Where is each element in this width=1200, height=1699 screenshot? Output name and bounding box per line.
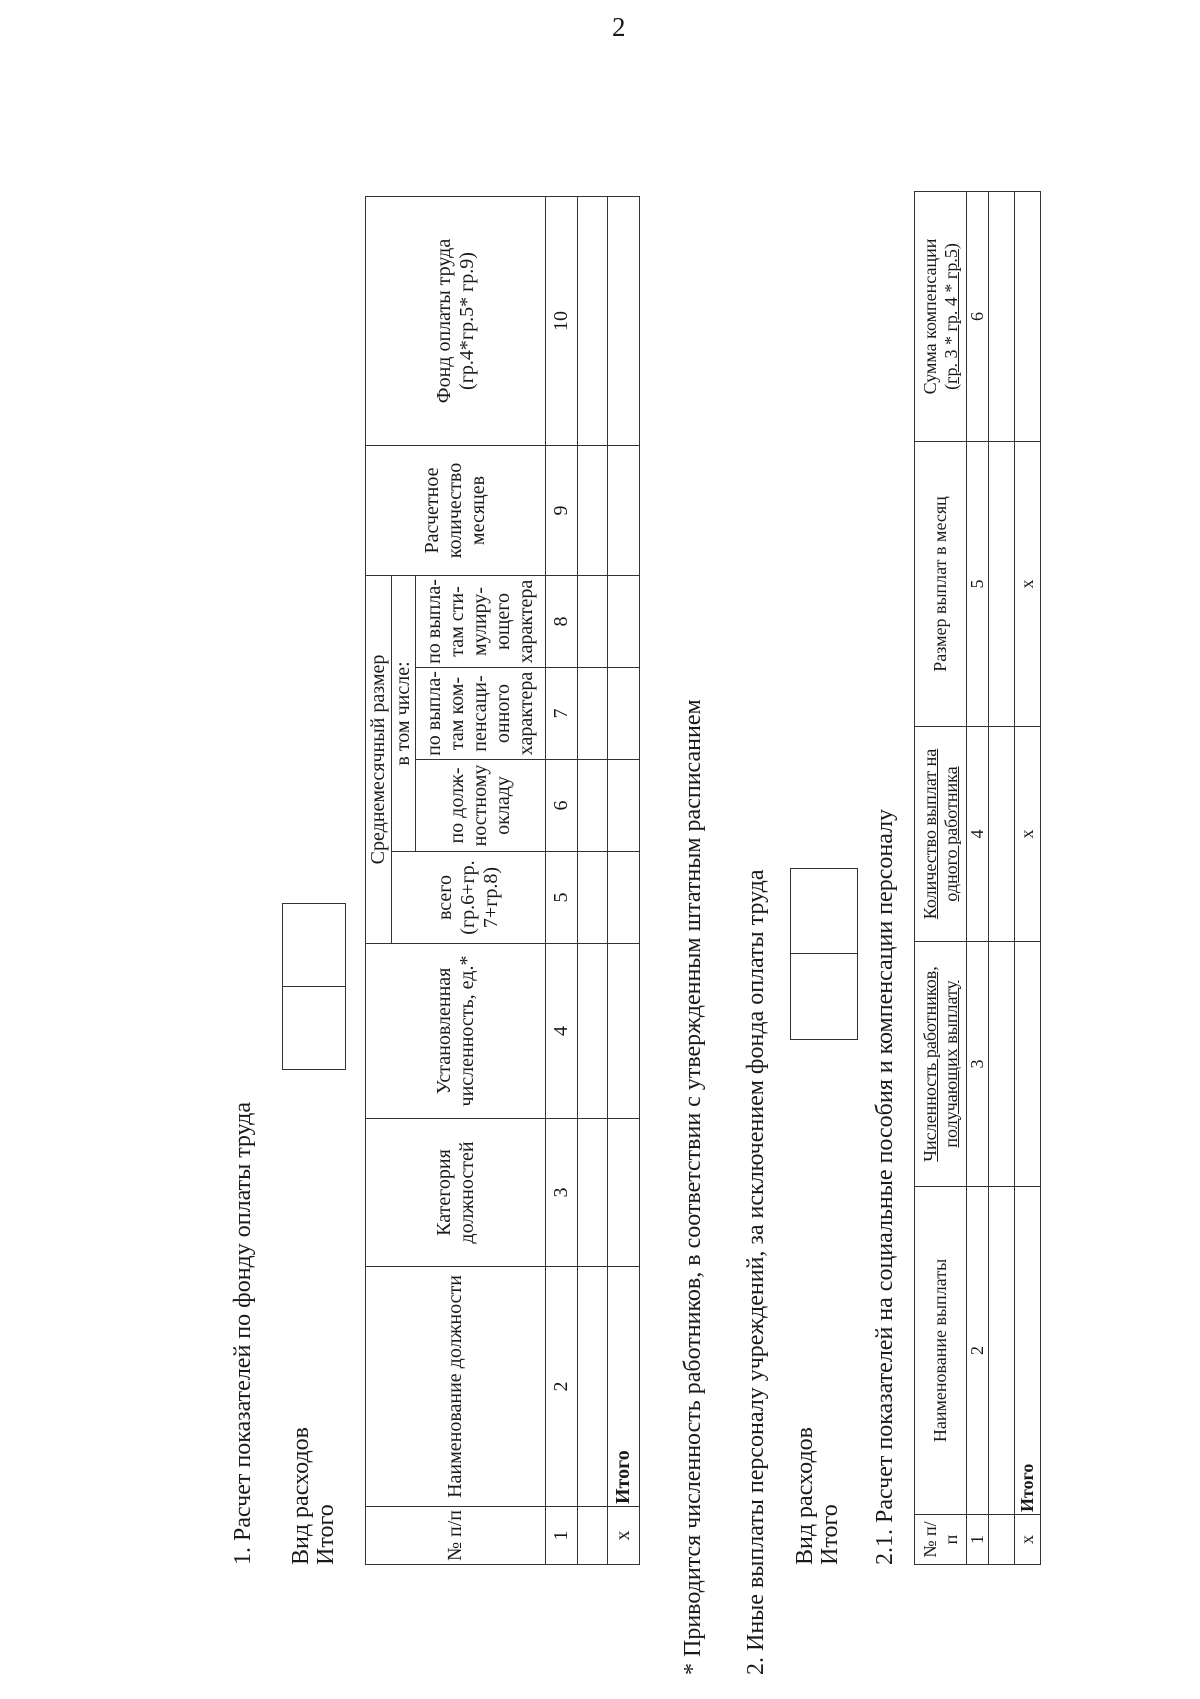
- cell: [578, 1119, 608, 1267]
- total-c4: x: [1015, 727, 1041, 942]
- payroll-table: [365, 196, 640, 1565]
- cell: [578, 668, 608, 760]
- col-number: 8: [546, 576, 578, 668]
- section21-heading: 2.1. Расчет показателей на социальные пособия и компенсации персоналу: [872, 808, 898, 1565]
- code-box-cell: [283, 987, 345, 1069]
- cell: [578, 197, 608, 446]
- section2-vid-label: Вид расходов: [792, 1427, 818, 1565]
- col-number-row: [546, 197, 578, 1565]
- th-size: Размер выплат в месяц: [915, 442, 967, 727]
- cell: [989, 727, 1015, 942]
- th-fund: Фонд оплаты труда (гр.4*гр.5* гр.9): [366, 197, 546, 446]
- cell: [578, 852, 608, 944]
- section2-heading: 2. Иные выплаты персоналу учреждений, за исключением фонда оплаты труда: [743, 869, 769, 1675]
- cell: [578, 446, 608, 576]
- total-label: Итого: [608, 1267, 640, 1507]
- th-salary: по долж-ностному окладу: [416, 760, 546, 852]
- cell: [608, 576, 640, 668]
- cell: [578, 944, 608, 1119]
- col-number: 7: [546, 668, 578, 760]
- code-box-cell: [791, 869, 857, 955]
- col-number: 6: [546, 760, 578, 852]
- section1-vid-label: Вид расходов: [288, 1427, 314, 1565]
- th-incl: в том числе:: [392, 576, 416, 852]
- code-box-cell: [283, 904, 345, 987]
- cell: [608, 944, 640, 1119]
- col-number: 10: [546, 197, 578, 446]
- col-number: 2: [967, 1187, 989, 1515]
- col-number: 9: [546, 446, 578, 576]
- th-name: Наименование должности: [366, 1267, 546, 1507]
- cell: [989, 192, 1015, 442]
- section1-code-box: [282, 903, 346, 1070]
- col-number: 1: [967, 1515, 989, 1565]
- col-number: 4: [967, 727, 989, 942]
- th-count: Установленная численность, ед.*: [366, 944, 546, 1119]
- table-row: [989, 192, 1015, 1565]
- col-number: 3: [546, 1119, 578, 1267]
- col-number: 3: [967, 942, 989, 1187]
- th-comp: по выпла-там ком-пенсаци-онного характера: [416, 668, 546, 760]
- footnote: * Приводится численность работников, в соответствии с утвержденным штатным расписанием: [680, 699, 706, 1675]
- total-row: [608, 197, 640, 1565]
- th-avg-group: Среднемесячный размер: [366, 576, 392, 944]
- cell: [578, 760, 608, 852]
- col-number: 2: [546, 1267, 578, 1507]
- th-payments: Количество выплат на одного работника: [915, 727, 967, 942]
- total-c5: x: [1015, 442, 1041, 727]
- cell: [578, 576, 608, 668]
- cell: [608, 852, 640, 944]
- cell: [1015, 192, 1041, 442]
- section2-itogo-label: Итого: [817, 1504, 843, 1565]
- total-x: x: [1015, 1515, 1041, 1565]
- cell: [578, 1507, 608, 1565]
- total-label: Итого: [1015, 1187, 1041, 1515]
- cell: [1015, 942, 1041, 1187]
- cell: [608, 197, 640, 446]
- section1-heading: 1. Расчет показателей по фонду оплаты труда: [230, 1101, 256, 1565]
- th-workers: Численность работников, получающих выплату: [915, 942, 967, 1187]
- cell: [989, 1187, 1015, 1515]
- col-number: 5: [546, 852, 578, 944]
- th-sum-line: Сумма компенсации: [919, 238, 940, 395]
- page-number: 2: [612, 12, 626, 42]
- code-box-cell: [791, 955, 857, 1040]
- cell: [608, 760, 640, 852]
- cell: [989, 442, 1015, 727]
- total-x: x: [608, 1507, 640, 1565]
- th-sum: [915, 192, 967, 442]
- col-number: 6: [967, 192, 989, 442]
- col-number: 5: [967, 442, 989, 727]
- th-category: Категория должностей: [366, 1119, 546, 1267]
- th-months: Расчетное количество месяцев: [366, 446, 546, 576]
- col-number-row: [967, 192, 989, 1565]
- section2-code-box: [790, 868, 858, 1040]
- th-sum-formula: (гр. 3 * гр. 4 * гр.5): [940, 243, 961, 390]
- th-stim: по выпла-там сти-мулиру-ющего характера: [416, 576, 546, 668]
- rotated-document-body: [228, 75, 1058, 1675]
- th-num: № п/п: [915, 1515, 967, 1565]
- col-number: 1: [546, 1507, 578, 1565]
- cell: [608, 446, 640, 576]
- compensation-table: [914, 191, 1041, 1565]
- table-row: [578, 197, 608, 1565]
- th-total: всего (гр.6+гр. 7+гр.8): [392, 852, 546, 944]
- cell: [989, 942, 1015, 1187]
- cell: [578, 1267, 608, 1507]
- cell: [608, 1119, 640, 1267]
- total-row: [1015, 192, 1041, 1565]
- col-number: 4: [546, 944, 578, 1119]
- cell: [989, 1515, 1015, 1565]
- cell: [608, 668, 640, 760]
- th-num: № п/п: [366, 1507, 546, 1565]
- section1-itogo-label: Итого: [313, 1504, 339, 1565]
- th-name: Наименование выплаты: [915, 1187, 967, 1515]
